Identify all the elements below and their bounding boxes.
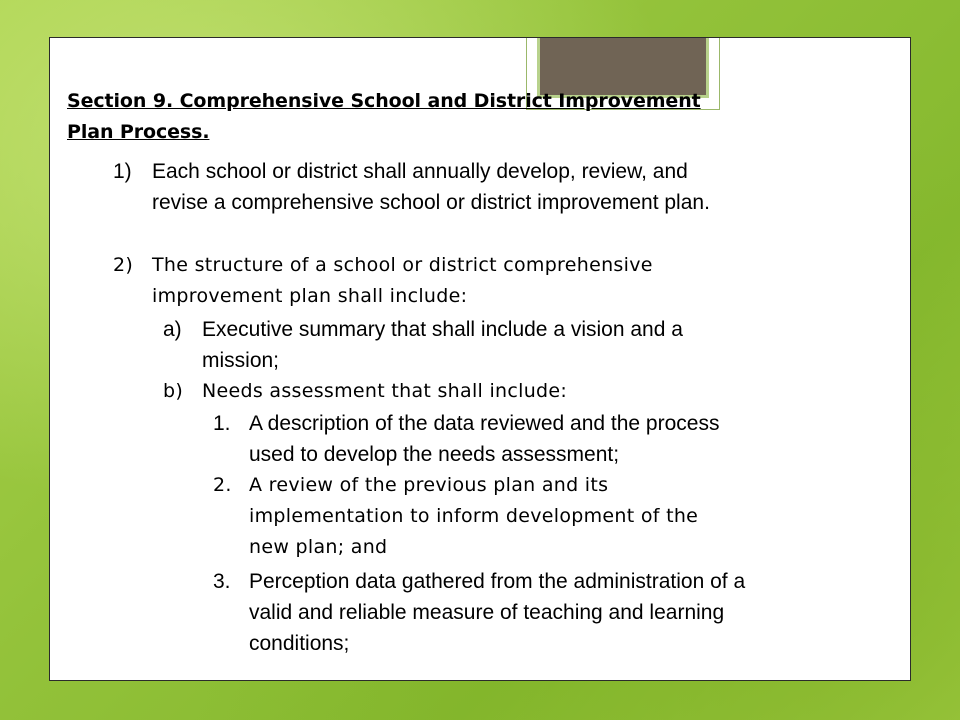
list-marker-2a: a) bbox=[163, 318, 182, 341]
sub-marker-3: 3. bbox=[213, 570, 231, 593]
list-item-2-line-2: improvement plan shall include: bbox=[152, 285, 468, 307]
list-item-1-line-2: revise a comprehensive school or district improvement plan. bbox=[152, 191, 710, 214]
sub-item-2-line-1: A review of the previous plan and its bbox=[249, 474, 609, 496]
list-item-2-line-1: The structure of a school or district comprehensive bbox=[152, 254, 653, 276]
section-heading bbox=[67, 86, 857, 148]
section-heading-line-2: Plan Process. bbox=[67, 121, 210, 143]
list-item-2 bbox=[152, 250, 872, 312]
list-item-2a bbox=[202, 314, 892, 376]
list-item-2b-line-1: Needs assessment that shall include: bbox=[202, 380, 568, 402]
list-item-2a-line-2: mission; bbox=[202, 349, 280, 372]
sub-marker-2: 2. bbox=[213, 474, 232, 496]
sub-item-3-line-1: Perception data gathered from the administration of a bbox=[249, 570, 746, 593]
sub-item-2-line-2: implementation to inform development of the bbox=[249, 505, 699, 527]
sub-item-2-line-3: new plan; and bbox=[249, 536, 388, 558]
list-marker-2b: b) bbox=[163, 380, 184, 402]
sub-item-1-line-2: used to develop the needs assessment; bbox=[249, 443, 620, 466]
sub-item-1-line-1: A description of the data reviewed and the process bbox=[249, 412, 720, 435]
sub-item-3 bbox=[249, 566, 899, 659]
list-marker-1: 1) bbox=[113, 160, 132, 183]
sub-item-3-line-3: conditions; bbox=[249, 632, 350, 655]
list-marker-2: 2) bbox=[113, 254, 134, 276]
sub-item-2 bbox=[249, 470, 899, 563]
list-item-1 bbox=[152, 156, 872, 218]
list-item-1-line-1: Each school or district shall annually develop, review, and bbox=[152, 160, 688, 183]
list-item-2b bbox=[202, 376, 892, 407]
sub-marker-1: 1. bbox=[213, 412, 231, 435]
section-heading-line-1: Section 9. Comprehensive School and District Improvement bbox=[67, 90, 701, 112]
list-item-2a-line-1: Executive summary that shall include a vision and a bbox=[202, 318, 683, 341]
sub-item-1 bbox=[249, 408, 899, 470]
sub-item-3-line-2: valid and reliable measure of teaching and learning bbox=[249, 601, 725, 624]
